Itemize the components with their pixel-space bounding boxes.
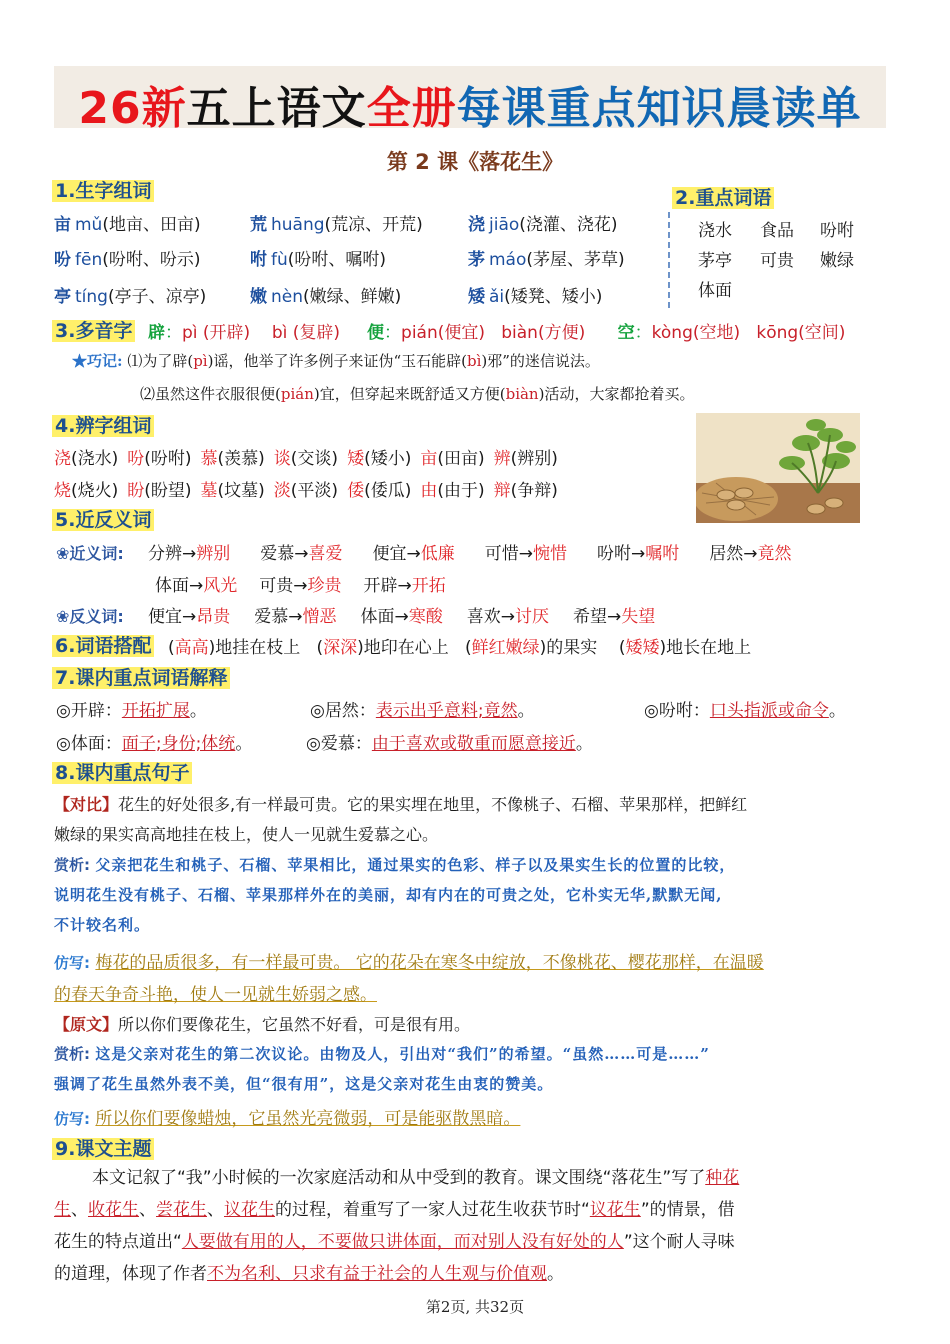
compare-word: (坟墓) — [217, 481, 265, 501]
char-words: (嫩绿、鲜嫩) — [303, 287, 402, 307]
imitation-2: 仿写: 所以你们要像蜡烛，它虽然光亮微弱，可是能驱散黑暗。 — [54, 1109, 521, 1129]
analysis-2-cont: 强调了花生虽然外表不美，但“很有用”，这是父亲对花生由衷的赞美。 — [54, 1075, 554, 1093]
char-entry — [54, 245, 200, 270]
word: 开辟 — [363, 576, 398, 596]
compare-char: 由 — [420, 481, 438, 501]
char: 嫩 — [250, 287, 267, 307]
antonym-row — [148, 602, 679, 627]
section-title: 2.重点词语 — [672, 183, 774, 210]
word: 讨厌 — [515, 607, 549, 627]
word: 便宜 — [148, 607, 182, 627]
pinyin: nèn — [271, 287, 304, 307]
char-entry — [468, 282, 602, 307]
word: 失望 — [621, 607, 656, 627]
tip-line-2: ⑵虽然这件衣服很便(pián)宜，但穿起来既舒适又方便(biàn)活动，大家都抢着买。 — [140, 385, 695, 403]
pinyin: tíng — [75, 287, 108, 307]
theme-line-4: 的道理，体现了作者不为名利、只求有益于社会的人生观与价值观。 — [54, 1264, 564, 1284]
word: 辨别 — [196, 544, 231, 564]
arrow: → — [406, 544, 421, 564]
word: 风光 — [203, 576, 238, 596]
char-entry — [54, 210, 201, 235]
synonym-row-2 — [155, 571, 468, 596]
compare-word: (由于) — [437, 481, 485, 501]
compare-word: (盼望) — [144, 481, 192, 501]
word: 可贵 — [259, 576, 294, 596]
word: 居然 — [709, 544, 744, 564]
pinyin: mǔ — [75, 215, 103, 235]
synonym-row-1 — [148, 539, 822, 564]
word: 希望 — [573, 607, 607, 627]
arrow: → — [293, 576, 308, 596]
char-words: (亭子、凉亭) — [107, 287, 207, 307]
section-title: 9.课文主题 — [52, 1134, 154, 1161]
word: 喜爱 — [308, 544, 343, 564]
lesson-title: 第 2 课《落花生》 — [386, 150, 564, 174]
pinyin: fù — [271, 250, 288, 270]
analysis-1-end: 不计较名利。 — [54, 916, 151, 934]
word: 低廉 — [420, 544, 455, 564]
imitation-1-cont: 的春天争奇斗艳，使人一见就生娇弱之感。 — [54, 985, 377, 1005]
key-word: 体面 — [698, 281, 732, 301]
analysis-2: 赏析: 这是父亲对花生的第二次议论。由物及人，引出对“我们”的希望。“虽然……可是……” — [54, 1045, 710, 1063]
word: 吩咐 — [597, 544, 631, 564]
polyphone-row: 辟：pì (开辟) bì (复辟) 便：pián(便宜) biàn(方便) 空：kòng(空地) kōng(空间) — [148, 323, 846, 343]
char-words: (吩咐、嘱咐) — [287, 250, 387, 270]
definition-item: ◎体面：面子;身份;体统。 — [56, 734, 253, 754]
char-words: (吩咐、吩示) — [102, 250, 201, 270]
arrow: → — [288, 607, 303, 627]
arrow: → — [607, 607, 622, 627]
compare-char: 慕 — [200, 449, 218, 469]
char-entry — [468, 245, 625, 270]
analysis-1: 赏析: 父亲把花生和桃子、石榴、苹果相比，通过果实的色彩、样子以及果实生长的位置的比较， — [54, 856, 736, 874]
char-words: (浇灌、浇花) — [519, 215, 618, 235]
key-word: 可贵 — [760, 251, 794, 271]
pinyin: ǎi — [489, 287, 505, 307]
char-words: (茅屋、茅草) — [526, 250, 625, 270]
compare-char: 矮 — [347, 449, 365, 469]
section-title: 6.词语搭配 — [52, 631, 154, 658]
title-banner — [54, 66, 886, 134]
key-sentence-2: 【原文】所以你们要像花生，它虽然不好看，可是很有用。 — [54, 1015, 471, 1034]
compare-word: (烧火) — [71, 481, 119, 501]
word: 体面 — [360, 607, 395, 627]
arrow: → — [294, 544, 309, 564]
arrow: → — [394, 607, 409, 627]
compare-char: 墓 — [200, 481, 218, 501]
definition-item: ◎居然：表示出乎意料;竟然。 — [310, 701, 535, 721]
word: 竟然 — [757, 544, 792, 564]
collocation-row: (高高)地挂在枝上 (深深)地印在心上 (鲜红嫩绿)的果实 (矮矮)地长在地上 — [168, 638, 752, 658]
peanut-plant-image — [696, 413, 860, 523]
analysis-1-cont: 说明花生没有桃子、石榴、苹果那样外在的美丽，却有内在的可贵之处，它朴实无华,默默无闻, — [54, 886, 723, 904]
char-entry — [468, 210, 618, 235]
key-word: 食品 — [760, 221, 794, 241]
compare-row-2 — [54, 476, 567, 501]
word: 分辨 — [148, 544, 182, 564]
char: 矮 — [468, 287, 485, 307]
pinyin: fēn — [75, 250, 103, 270]
word: 寒酸 — [408, 607, 443, 627]
compare-char: 盼 — [127, 481, 145, 501]
char: 荒 — [250, 215, 267, 235]
arrow: → — [500, 607, 515, 627]
compare-word: (矮小) — [364, 449, 412, 469]
compare-word: (辨别) — [510, 449, 558, 469]
compare-char: 淡 — [273, 481, 291, 501]
definition-item: ◎爱慕：由于喜欢或敬重而愿意接近。 — [306, 734, 593, 754]
word: 惋惜 — [533, 544, 567, 564]
compare-char: 亩 — [420, 449, 438, 469]
char: 吩 — [54, 250, 71, 270]
char-words: (荒凉、开荒) — [324, 215, 423, 235]
section-title: 5.近反义词 — [52, 505, 154, 532]
arrow: → — [182, 544, 197, 564]
arrow: → — [631, 544, 646, 564]
compare-char: 吩 — [127, 449, 145, 469]
word: 体面 — [155, 576, 189, 596]
section-title: 3.多音字 — [52, 316, 135, 343]
char: 亩 — [54, 215, 71, 235]
key-word: 嫩绿 — [820, 251, 854, 271]
arrow: → — [397, 576, 412, 596]
char: 咐 — [250, 250, 267, 270]
compare-char: 辨 — [493, 449, 511, 469]
key-word: 吩咐 — [820, 221, 854, 241]
word: 昂贵 — [196, 607, 231, 627]
divider — [668, 212, 670, 308]
compare-char: 烧 — [54, 481, 71, 501]
antonym-label: ❀反义词: — [56, 607, 124, 626]
section-title: 4.辨字组词 — [52, 411, 154, 438]
tip-line-1: ★巧记: ⑴为了辟(pì)谣，他举了许多例子来证伪“玉石能辟(bì)邪”的迷信说法。 — [72, 352, 600, 370]
compare-word: (吩咐) — [144, 449, 192, 469]
compare-row-1 — [54, 444, 567, 469]
definition-item: ◎吩咐：口头指派或命令。 — [644, 701, 846, 721]
word: 开拓 — [411, 576, 446, 596]
compare-char: 倭 — [347, 481, 365, 501]
compare-word: (浇水) — [71, 449, 119, 469]
arrow: → — [189, 576, 204, 596]
theme-line-2: 生、收花生、尝花生、议花生的过程，着重写了一家人过花生收获节时“议花生”的情景，借 — [54, 1200, 735, 1220]
compare-word: (倭瓜) — [364, 481, 412, 501]
char: 亭 — [54, 287, 71, 307]
word: 喜欢 — [466, 607, 501, 627]
char: 茅 — [468, 250, 485, 270]
definition-item: ◎开辟：开拓扩展。 — [56, 701, 207, 721]
imitation-1: 仿写: 梅花的品质很多，有一样最可贵。 它的花朵在寒冬中绽放，不像桃花、樱花那样，在温暖 — [54, 953, 764, 973]
key-sentence-1-cont: 嫩绿的果实高高地挂在枝上，使人一见就生爱慕之心。 — [54, 825, 439, 844]
char-entry — [250, 245, 386, 270]
char: 浇 — [468, 215, 485, 235]
char-entry — [250, 282, 401, 307]
arrow: → — [743, 544, 758, 564]
word: 爱慕 — [254, 607, 289, 627]
compare-word: (争辩) — [510, 481, 558, 501]
section-title: 7.课内重点词语解释 — [52, 663, 230, 690]
pinyin: huāng — [271, 215, 325, 235]
key-word: 浇水 — [698, 221, 732, 241]
theme-line-3: 花生的特点道出“人要做有用的人，不要做只讲体面，而对别人没有好处的人”这个耐人寻味 — [54, 1232, 735, 1252]
section-title: 1.生字组词 — [52, 176, 154, 203]
pinyin: máo — [489, 250, 527, 270]
char-words: (地亩、田亩) — [102, 215, 201, 235]
word: 爱慕 — [260, 544, 295, 564]
page-title: 26新五上语文全册每课重点知识晨读单 — [78, 83, 862, 134]
compare-word: (羡慕) — [217, 449, 265, 469]
word: 珍贵 — [307, 576, 342, 596]
word: 憎恶 — [302, 607, 337, 627]
pinyin: jiāo — [489, 215, 520, 235]
word: 可惜 — [484, 544, 519, 564]
char-entry — [250, 210, 423, 235]
key-word: 茅亭 — [698, 251, 732, 271]
compare-char: 浇 — [54, 449, 71, 469]
synonym-label: ❀近义词: — [56, 544, 124, 563]
arrow: → — [182, 607, 197, 627]
compare-word: (田亩) — [437, 449, 485, 469]
compare-word: (平淡) — [290, 481, 339, 501]
word: 便宜 — [372, 544, 407, 564]
compare-word: (交谈) — [290, 449, 339, 469]
key-sentence-1: 【对比】花生的好处很多,有一样最可贵。它的果实埋在地里，不像桃子、石榴、苹果那样，把鲜红 — [54, 795, 748, 814]
word: 嘱咐 — [645, 544, 680, 564]
compare-char: 谈 — [273, 449, 291, 469]
page-footer: 第2页, 共32页 — [425, 1298, 525, 1316]
section-title: 8.课内重点句子 — [52, 758, 192, 785]
char-entry — [54, 282, 206, 307]
compare-char: 辩 — [493, 481, 511, 501]
arrow: → — [518, 544, 533, 564]
theme-line-1: 本文记叙了“我”小时候的一次家庭活动和从中受到的教育。课文围绕“落花生”写了种花 — [92, 1168, 740, 1188]
char-words: (矮凳、矮小) — [504, 287, 603, 307]
